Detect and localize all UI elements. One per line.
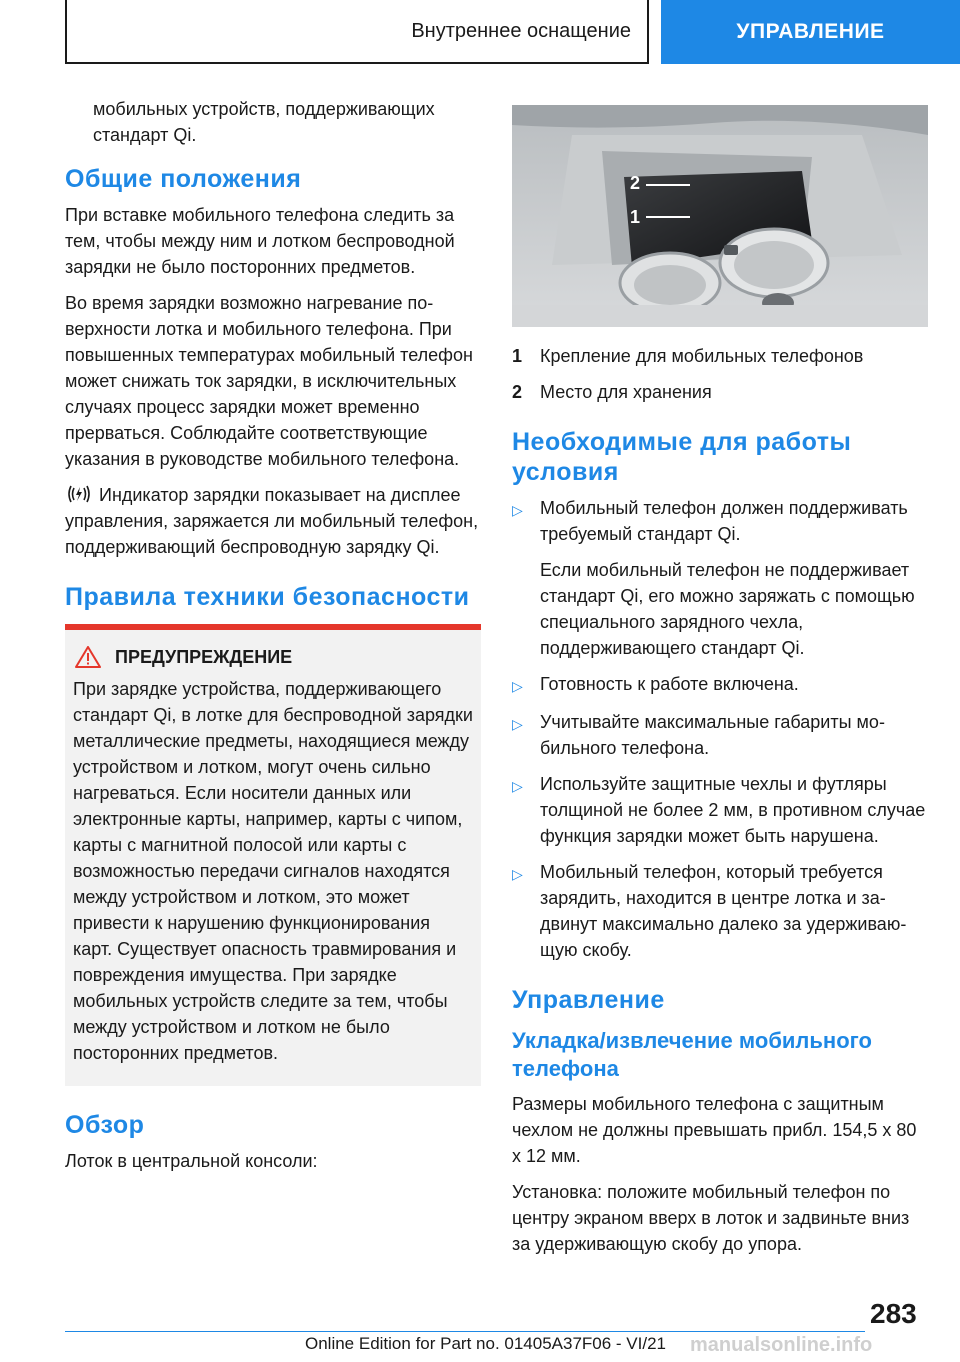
legend-number: 1: [512, 346, 523, 366]
page-number: 283: [870, 1298, 917, 1329]
header-section-label: Внутреннее оснащение: [411, 19, 631, 42]
footer-divider: [65, 1331, 865, 1332]
warning-title: [73, 646, 473, 668]
photo-label-1: 1: [630, 207, 641, 227]
list-item-text: Готовность к работе включена.: [540, 674, 799, 694]
overview-heading: Обзор: [65, 1111, 145, 1139]
wireless-charging-icon: [65, 483, 93, 505]
insert-heading: Укладка/извлечение мобильного телефона: [512, 1028, 872, 1081]
list-item-text: Используйте защитные чехлы и футляры толщиной не более 2 мм, в противном случае функция зарядки может быть нарушена.: [540, 774, 926, 846]
legend-text: Крепление для мобильных телефонов: [540, 346, 864, 366]
left-column: [65, 96, 481, 1184]
list-item-text: Мобильный телефон, который требуется зарядить, находится в центре лотка и задвинут максимально далеко за удерживающую скобу.: [540, 862, 907, 960]
legend-item: [512, 343, 928, 369]
insert-paragraph-1: Размеры мобильного телефона с защитным чехлом не должны превышать прибл. 154,5 x 80 x 12 мм.: [512, 1094, 917, 1166]
triangle-bullet-icon: ▷: [512, 678, 523, 694]
legend-number: 2: [512, 382, 523, 402]
general-paragraph-2: Во время зарядки возможно нагревание поверхности лотка и мобильного телефона. При повышенных температурах мобильный телефон может снижать ток зарядки, в исключительных случаях процесс зарядки может временно прерваться. Соблюдайте соответствующие указания в руководстве мобильного телефона.: [65, 293, 473, 469]
list-item: [512, 771, 928, 849]
right-column: [512, 105, 928, 1267]
list-item-note: Если мобильный телефон не поддерживает стандарт Qi, его можно заряжать с помощью специального зарядного чехла, поддерживающего стандарт Qi.: [540, 560, 915, 658]
warning-text: При зарядке устройства, поддерживающего стандарт Qi, в лотке для беспроводной зарядки металлические предметы, находящиеся между устройством и лотком, могут очень сильно нагреваться. Если носители данных или электронные карты, например, карты с чипом, карты с магнитной полосой или карты с возможностью передачи сигналов находятся между устройством и лотком, это может привести к нарушению функционирования карт. Существует опасность травмирования и повреждения имущества. При зарядке мобильных устройств следите за тем, чтобы между устройством и лотком не было посторонних предметов.: [73, 679, 473, 1063]
footer-edition: Online Edition for Part no. 01405A37F06 - VI/21: [305, 1334, 667, 1353]
legend-item: [512, 379, 928, 405]
header-chapter: [661, 0, 960, 64]
photo-label-2: 2: [630, 173, 641, 193]
triangle-bullet-icon: ▷: [512, 866, 523, 882]
triangle-bullet-icon: ▷: [512, 716, 523, 732]
triangle-bullet-icon: ▷: [512, 778, 523, 794]
console-tray-photo: [512, 105, 928, 327]
triangle-bullet-icon: ▷: [512, 502, 523, 518]
insert-paragraph-2: Установка: положите мобильный телефон по центру экраном вверх в лоток и задвиньте вниз за удерживающую скобу до упора.: [512, 1182, 910, 1254]
watermark: manualsonline.info: [690, 1334, 873, 1356]
header-chapter-label: УПРАВЛЕНИЕ: [736, 20, 885, 43]
control-heading: Управление: [512, 986, 665, 1014]
list-item: [512, 671, 928, 699]
general-paragraph-3: [65, 482, 481, 560]
warning-triangle-icon: [75, 646, 101, 668]
general-heading: Общие положения: [65, 165, 302, 193]
header-section: [65, 0, 649, 64]
warning-box: [65, 630, 481, 1086]
intro-text: мобильных устройств, поддерживающих стандарт Qi.: [93, 99, 435, 145]
list-item-text: Мобильный телефон должен поддерживать требуемый стандарт Qi.: [540, 498, 908, 544]
requirements-heading: Необходимые для работы условия: [512, 428, 852, 486]
general-paragraph-3-text: Индикатор зарядки показывает на дисплее управления, заряжается ли мобильный телефон, поддерживающий беспроводную зарядку Qi.: [65, 485, 479, 557]
warning-label: ПРЕДУПРЕЖДЕНИЕ: [115, 646, 293, 667]
list-item: [512, 709, 928, 761]
overview-text: Лоток в центральной консоли:: [65, 1151, 318, 1171]
list-item: [512, 495, 928, 547]
legend-text: Место для хранения: [540, 382, 712, 402]
general-paragraph-1: При вставке мобильного телефона следить за тем, чтобы между ним и лотком беспроводной зарядки не было посторонних предметов.: [65, 205, 455, 277]
list-item-text: Учитывайте максимальные габариты мобильного телефона.: [540, 712, 885, 758]
list-item: [512, 859, 928, 963]
safety-heading: Правила техники безопасности: [65, 583, 470, 611]
